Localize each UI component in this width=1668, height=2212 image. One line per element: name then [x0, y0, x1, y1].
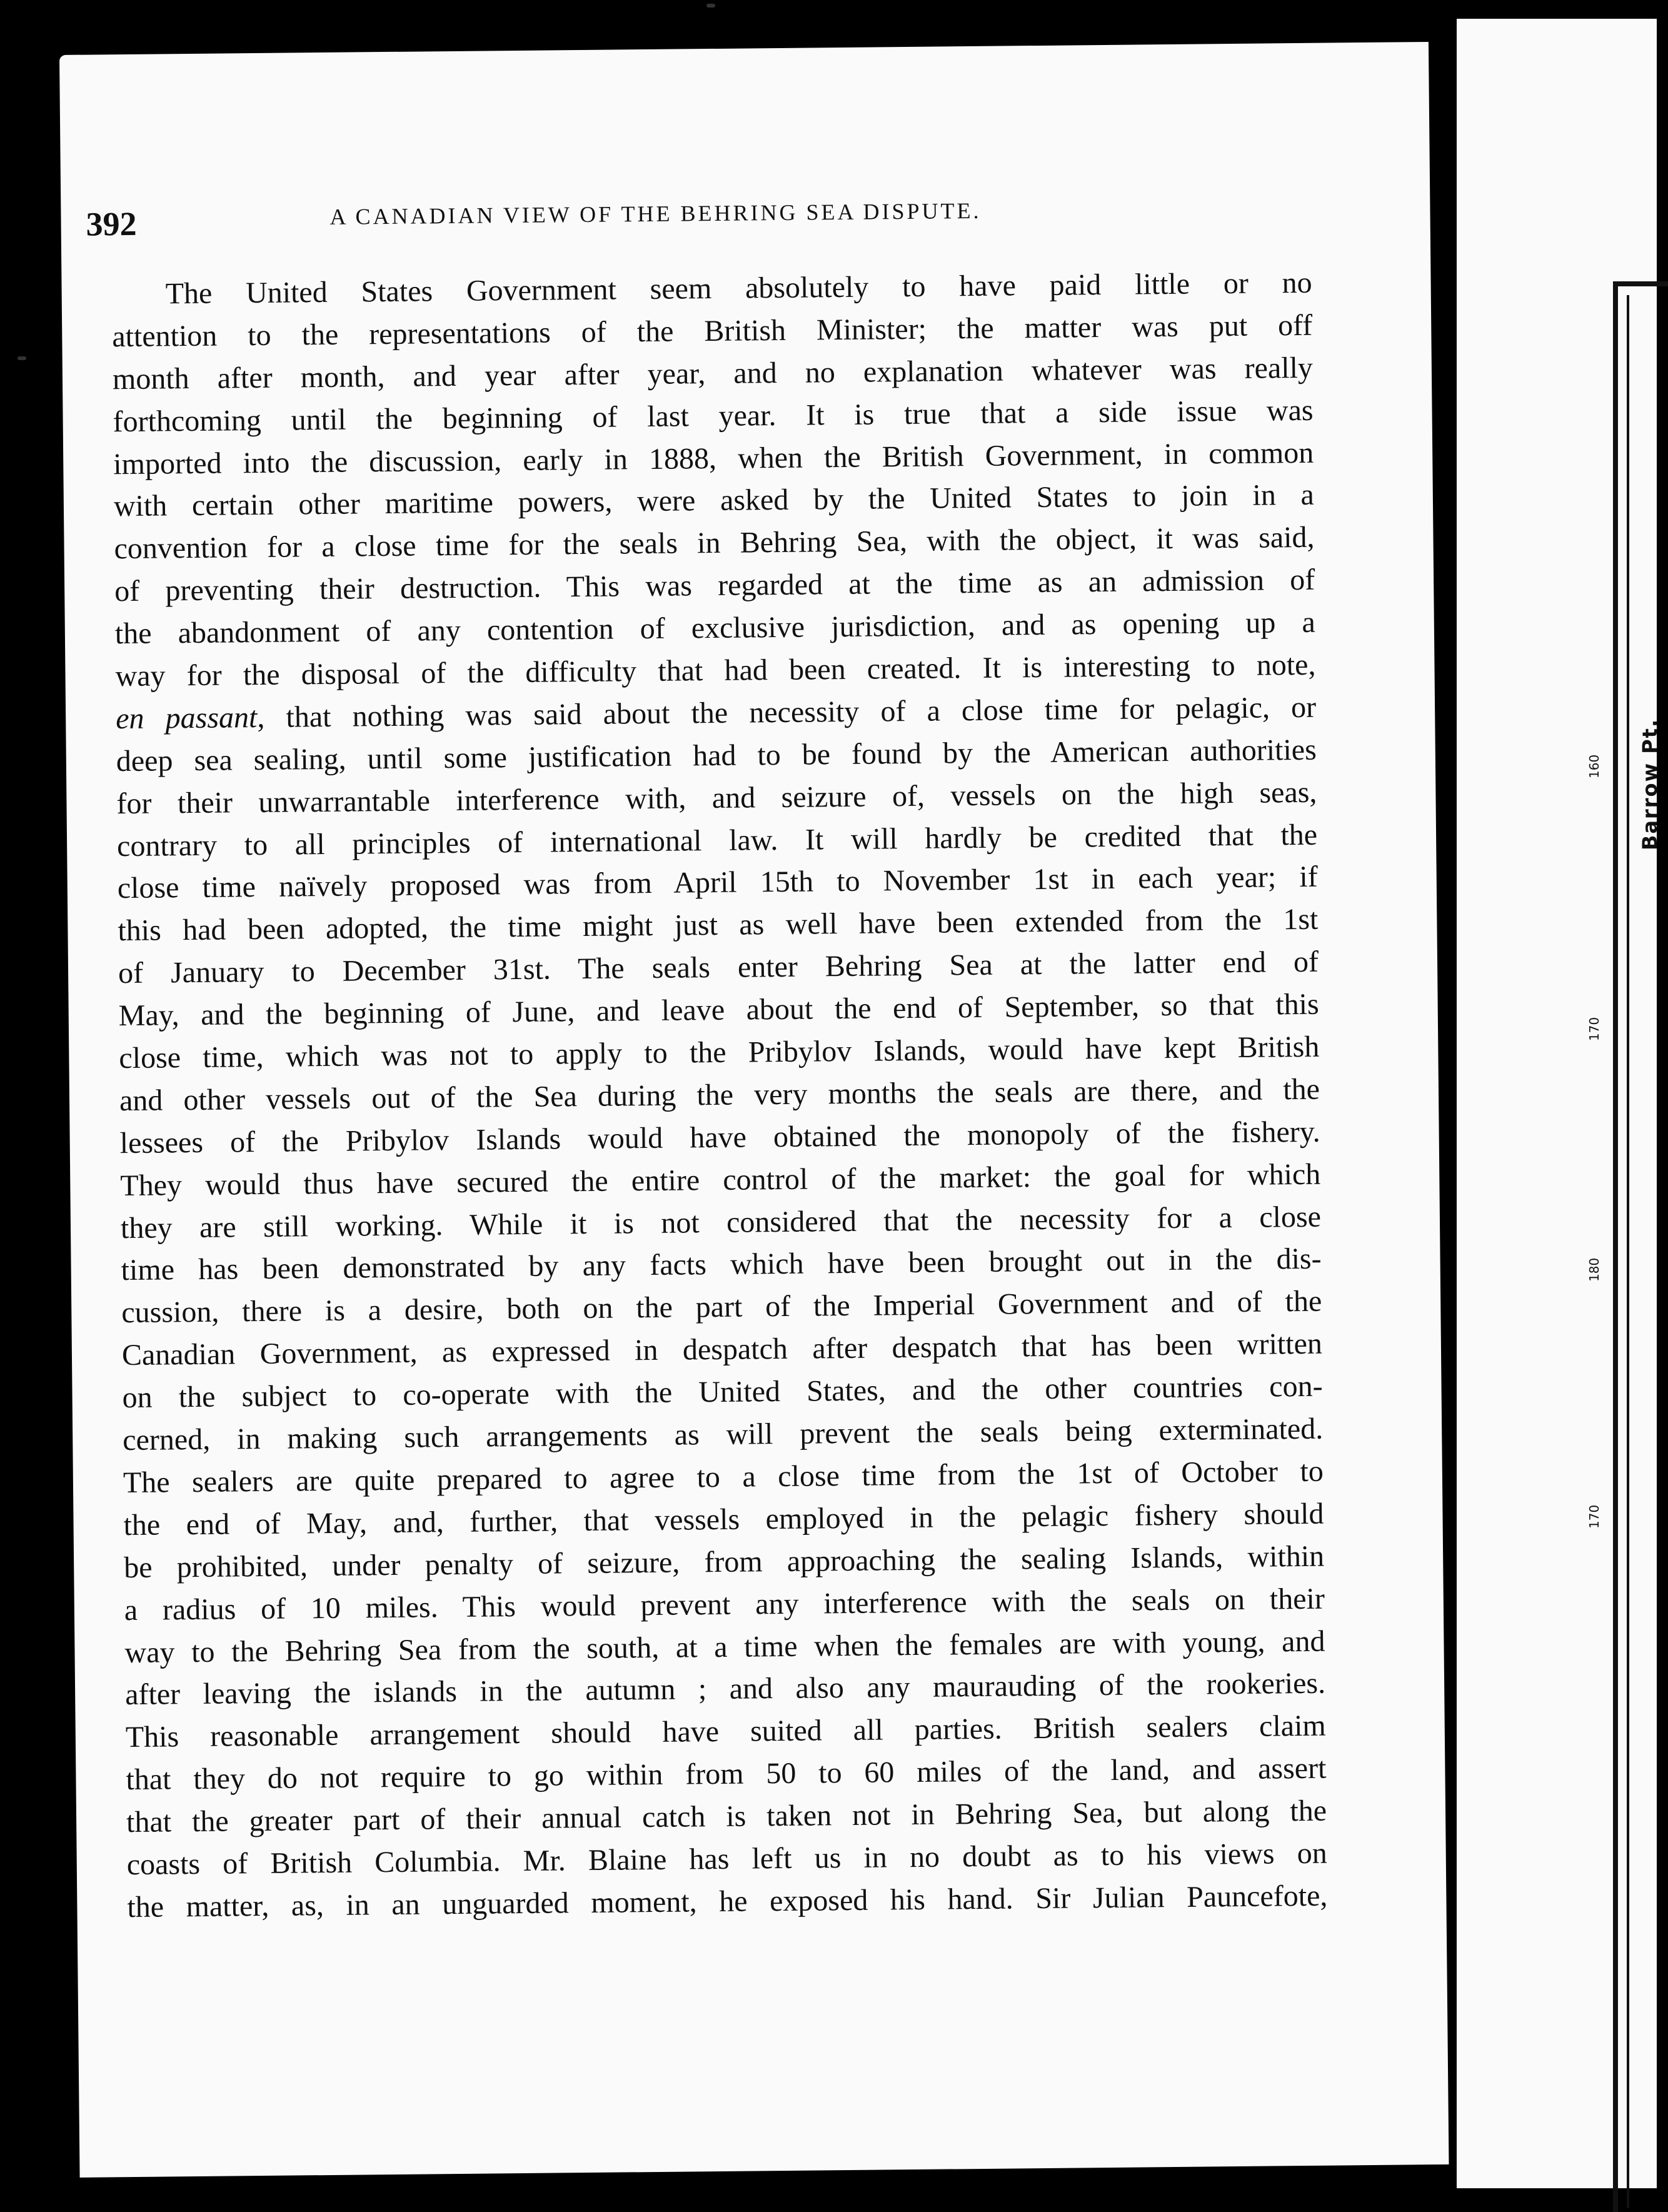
map-inner-border: [1627, 295, 1667, 2208]
text-line: and other vessels out of the Sea during the very months the seals are there, and the: [119, 1072, 1320, 1118]
text-line: This reasonable arrangement should have suited all parties. British sealers claim: [125, 1709, 1327, 1754]
scan-speck: [706, 4, 715, 8]
text-line: May, and the beginning of June, and leave about the end of September, so that this: [118, 987, 1319, 1033]
text-line: close time naïvely proposed was from April 15th to November 1st in each year; if: [117, 860, 1318, 905]
map-tick-label: 170: [1587, 1504, 1602, 1529]
text-line: coasts of British Columbia. Mr. Blaine has left us in no doubt as to his views on: [126, 1836, 1327, 1882]
text-line: contrary to all principles of international law. It will hardly be credited that the: [116, 818, 1318, 863]
map-tick-label: 180: [1587, 1257, 1602, 1282]
page-number: 392: [86, 204, 137, 243]
text-line: month after month, and year after year, and no explanation whatever was really: [112, 351, 1314, 396]
text-line: they are still working. While it is not considered that the necessity for a close: [120, 1200, 1322, 1245]
text-line: of January to December 31st. The seals enter Behring Sea at the latter end of: [118, 945, 1319, 990]
text-line: the abandonment of any contention of exclusive jurisdiction, and as opening up a: [114, 605, 1316, 651]
text-line: attention to the representations of the British Minister; the matter was put off: [112, 308, 1313, 354]
text-line: the matter, as, in an unguarded moment, he exposed his hand. Sir Julian Pauncefote,: [127, 1879, 1328, 1924]
italic-phrase: en passant: [115, 700, 258, 736]
text-line: be prohibited, under penalty of seizure, from approaching the sealing Islands, within: [123, 1539, 1325, 1584]
text-line: forthcoming until the beginning of last year. It is true that a side issue was: [113, 393, 1314, 438]
map-place-label: Barrow Pt.: [1638, 718, 1662, 850]
text-line: The sealers are quite prepared to agree to a close time from the 1st of October to: [123, 1454, 1324, 1500]
text-line: time has been demonstrated by any facts which have been brought out in the dis-: [121, 1242, 1322, 1287]
text-line: this had been adopted, the time might just as well have been extended from the 1st: [118, 903, 1319, 948]
body-text: [111, 262, 1327, 1929]
text-line: the end of May, and, further, that vessels employed in the pelagic fishery should: [123, 1497, 1324, 1542]
text-line: way to the Behring Sea from the south, at a time when the females are with young, and: [124, 1624, 1325, 1669]
text-line: cussion, there is a desire, both on the part of the Imperial Government and of the: [121, 1285, 1322, 1330]
text-line: with certain other maritime powers, were asked by the United States to join in a: [113, 478, 1315, 523]
text-line: of preventing their destruction. This was regarded at the time as an admission of: [114, 563, 1315, 608]
map-tick-label: 170: [1587, 1017, 1602, 1041]
text-line: deep sea sealing, until some justification had to be found by the American authorities: [116, 733, 1317, 778]
text-line: that they do not require to go within from 50 to 60 miles of the land, and assert: [126, 1751, 1327, 1797]
text-line: a radius of 10 miles. This would prevent any interference with the seals on their: [124, 1582, 1325, 1627]
running-head: A CANADIAN VIEW OF THE BEHRING SEA DISPUTE.: [329, 198, 982, 229]
text-line: after leaving the islands in the autumn ; and also any maurauding of the rookeries.: [124, 1667, 1326, 1712]
text-line: close time, which was not to apply to the Pribylov Islands, would have kept British: [119, 1030, 1320, 1075]
text-line: for their unwarrantable interference with, and seizure of, vessels on the high seas,: [116, 775, 1317, 820]
text-line: way for the disposal of the difficulty that had been created. It is interesting to note,: [115, 648, 1316, 693]
scan-speck: [18, 356, 26, 360]
text-line: imported into the discussion, early in 1888, when the British Government, in common: [113, 436, 1314, 481]
map-tick-label: 160: [1587, 754, 1602, 778]
text-line: on the subject to co-operate with the United States, and the other countries con-: [122, 1369, 1323, 1415]
book-page: [59, 42, 1449, 2178]
text-line: Canadian Government, as expressed in despatch after despatch that has been written: [121, 1327, 1323, 1372]
text-line: cerned, in making such arrangements as will prevent the seals being exterminated.: [123, 1412, 1324, 1457]
facing-page-map: [1457, 19, 1662, 2188]
text-line: convention for a close time for the seals in Behring Sea, with the object, it was said,: [114, 521, 1315, 566]
text-line: They would thus have secured the entire control of the market: the goal for which: [120, 1157, 1321, 1202]
text-line: lessees of the Pribylov Islands would have obtained the monopoly of the fishery.: [119, 1115, 1320, 1160]
text-line: The United States Government seem absolutely to have paid little or no: [165, 266, 1312, 311]
text-line: that the greater part of their annual catch is taken not in Behring Sea, but along the: [126, 1794, 1327, 1839]
text-line: en passant, that nothing was said about the necessity of a close time for pelagic, or: [115, 690, 1317, 736]
